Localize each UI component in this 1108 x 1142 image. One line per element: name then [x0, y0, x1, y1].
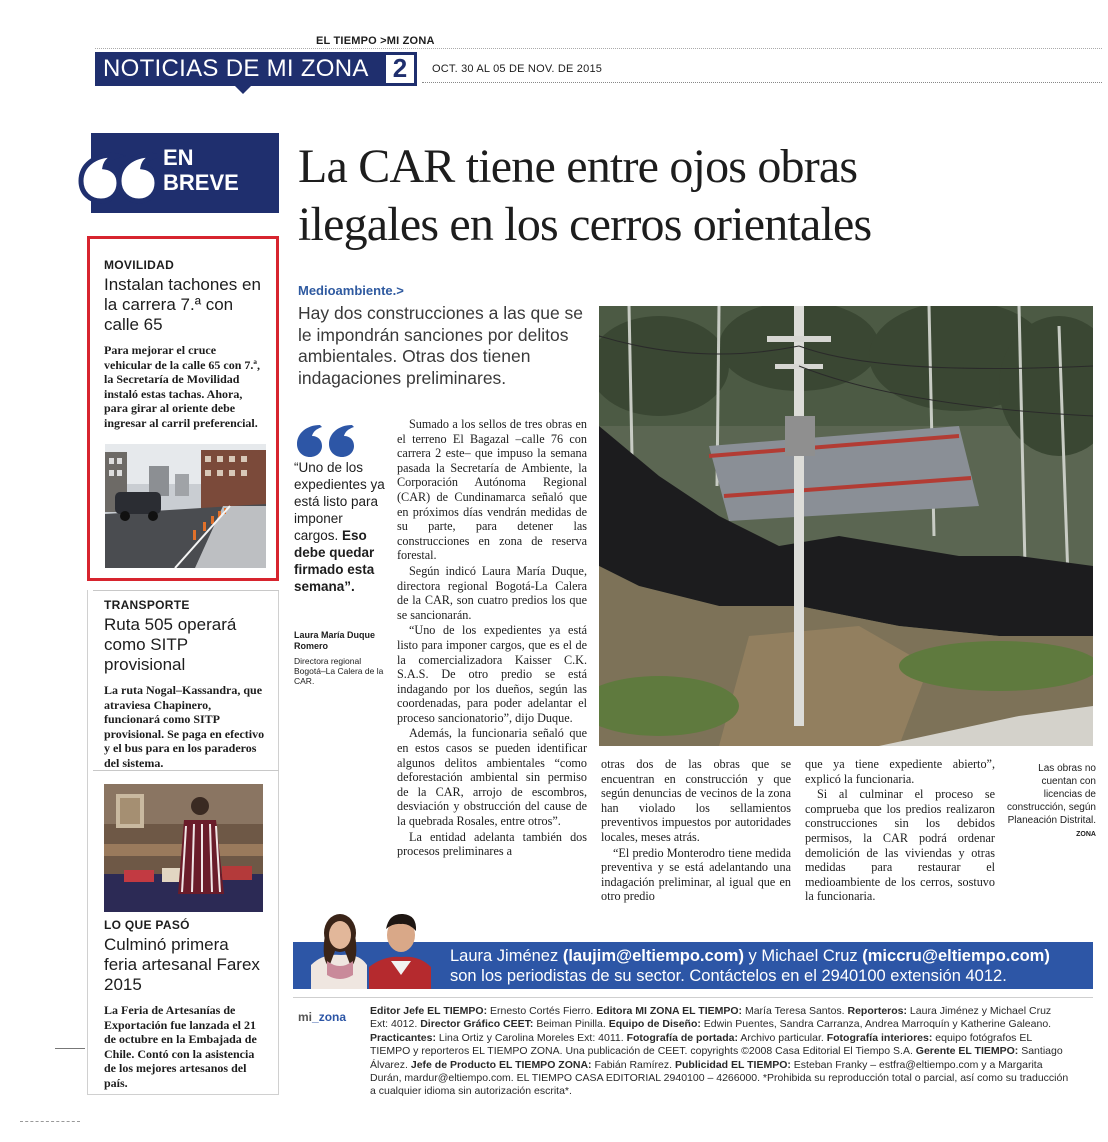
credit-label: Equipo de Diseño:	[608, 1018, 701, 1031]
reporters-conj: y	[748, 947, 757, 965]
paragraph: que ya tiene expediente abierto”, explicó la funcionaria.	[805, 757, 995, 786]
credit-value: Lina Ortiz y Carolina Moreles Ext: 4011.	[435, 1031, 627, 1044]
credit-value: Esteban Franky – estfra@eltiempo.com y a Margarita Durán, mardur@eltiempo.com. EL TIEMPO CASA EDITORIAL 2940100 – 4266000. *Prohibida su reproducción total o parcial, así como su traducción a cualquier idioma sin autorización escrita*.	[370, 1058, 1069, 1098]
brief-separator	[93, 770, 279, 771]
paragraph: Además, la funcionaria señaló que en estos casos se pueden identificar algunos delitos ambientales “como deforestación ambiental sin permiso de la CAR, arrojo de escombros, desviación y obstrucción del cause de la quebrada Rosales, entre otros”.	[397, 726, 587, 829]
reporter-2-name: Michael Cruz	[761, 947, 858, 965]
brief-headline: Instalan tachones en la carrera 7.ª con calle 65	[104, 275, 261, 334]
reporter-1-email[interactable]: (laujim@eltiempo.com)	[562, 947, 744, 965]
article-column-2	[601, 757, 791, 905]
credit-label: Publicidad EL TIEMPO:	[674, 1058, 791, 1071]
paragraph: Sumado a los sellos de tres obras en el terreno El Bagazal –calle 76 con carrera 2 este– que impuso la semana pasada la Secretaría de Ambiente, la Corporación Autónoma Regional (CAR) de Cundinamarca señaló que en próximos días vendrán medidas de su parte, para detener las construcciones en zona de reserva forestal.	[397, 417, 587, 563]
credit-value: María Teresa Santos.	[742, 1005, 848, 1017]
credit-label: Jefe de Producto EL TIEMPO ZONA:	[410, 1058, 592, 1071]
section-notch	[235, 86, 251, 94]
pullquote-bold: Eso debe quedar firmado esta semana”.	[294, 528, 375, 594]
pullquote-plain: “Uno de los expedientes ya está listo para imponer cargos.	[294, 460, 385, 543]
article-headline	[298, 138, 1058, 254]
article-column-3	[805, 757, 995, 905]
brief-body: La Feria de Artesanías de Exportación fue lanzada el 21 de octubre en la Embajada de Chile. Contó con la asistencia de los mejores artesanos del país.	[104, 1003, 257, 1090]
credit-label: Fotografía interiores:	[826, 1031, 933, 1044]
scan-edge-mark	[55, 1048, 85, 1049]
photo-illegal-construction	[599, 306, 1093, 746]
reporter-1-name: Laura Jiménez	[450, 947, 559, 965]
brief-category: TRANSPORTE	[104, 598, 190, 612]
article-column-1	[397, 417, 587, 860]
credit-label: Practicantes:	[370, 1031, 436, 1044]
credit-value: Ernesto Cortés Fierro.	[487, 1005, 597, 1017]
paragraph: La entidad adelanta también dos procesos preliminares a	[397, 829, 587, 859]
reporters-names	[450, 947, 1050, 966]
caption-tag: ZONA	[1076, 831, 1096, 838]
pullquote-role: Directora regional Bogotá–La Calera de la CAR.	[294, 656, 384, 686]
credit-label: Fotografía de portada:	[626, 1031, 739, 1044]
credit-label: Editora MI ZONA EL TIEMPO:	[596, 1005, 743, 1017]
credit-label: Reporteros:	[847, 1005, 908, 1017]
reporter-2-email[interactable]: (miccru@eltiempo.com)	[862, 947, 1050, 965]
credit-value: Fabián Ramírez.	[591, 1058, 675, 1071]
article-section-tag: Medioambiente.>	[298, 283, 404, 298]
section-title: NOTICIAS DE MI ZONA	[103, 55, 369, 82]
brief-headline: Culminó primera feria artesanal Farex 2015	[104, 935, 260, 994]
en-breve-label	[163, 145, 239, 195]
header-date: OCT. 30 AL 05 DE NOV. DE 2015	[432, 63, 603, 75]
brief-headline: Ruta 505 operará como SITP provisional	[104, 615, 237, 674]
logo-part-a: mi	[298, 1010, 313, 1024]
brief-category: MOVILIDAD	[104, 258, 175, 272]
photo-street-tachones	[105, 444, 266, 568]
credit-value: Santiago Álvarez.	[370, 1045, 1063, 1071]
en-breve-line2: BREVE	[163, 170, 239, 195]
photo-caption	[1007, 762, 1096, 841]
mi-zona-logo: mi_zona	[298, 1010, 347, 1024]
credits-text	[370, 1005, 1070, 1099]
headline-line-2: ilegales en los cerros orientales	[298, 198, 872, 251]
reporters-photo	[303, 905, 435, 989]
brief-body: Para mejorar el cruce vehicular de la calle 65 con 7.ª, la Secretaría de Movilidad instaló estas tachas. Ahora, para girar al oriente debe ingresar al carril preferencial.	[104, 343, 261, 430]
top-rule	[95, 48, 1102, 49]
paragraph: “Uno de los expedientes ya está listo para imponer cargos, que es el de la comercializadora Kaisser C.K. S.A.S. De otro predio se está indagando por los dueños, según las coordenadas, para poder adelantar el proceso sancionatorio”, dijo Duque.	[397, 623, 587, 725]
double-quote-icon	[73, 137, 158, 207]
header-kicker: EL TIEMPO >MI ZONA	[316, 35, 435, 47]
pullquote-name: Laura María Duque Romero	[294, 630, 376, 651]
brief-category: LO QUE PASÓ	[104, 918, 190, 932]
credit-value: Beiman Pinilla.	[533, 1018, 609, 1031]
brief-lo-que-paso	[104, 918, 266, 1090]
brief-separator	[93, 590, 279, 591]
section-number: 2	[383, 52, 417, 86]
paragraph: Si al culminar el proceso se comprueba que los predios realizaron construcciones sin los debidos permisos, la CAR podrá ordenar demolición de las viviendas y otras medidas para restaurar el medioambiente de los cerros, sostuvo la funcionaria.	[805, 787, 995, 904]
en-breve-line1: EN	[163, 145, 194, 170]
credit-value: Archivo particular.	[738, 1031, 827, 1044]
credit-label: Gerente EL TIEMPO:	[915, 1045, 1019, 1058]
credit-label: Director Gráfico CEET:	[420, 1018, 534, 1031]
article-deck: Hay dos construcciones a las que se le impondrán sanciones por delitos ambientales. Otras dos tienen indagaciones preliminares.	[298, 303, 584, 388]
brief-body: La ruta Nogal–Kassandra, que atraviesa Chapinero, funcionará como SITP provisional. Se paga en efectivo y el bus para en los paraderos del sistema.	[104, 683, 265, 770]
credit-value: Laura Jiménez y Michael Cruz Ext: 4012.	[370, 1005, 1052, 1031]
photo-farex-fair	[104, 784, 263, 912]
reporters-contact: son los periodistas de su sector. Contáctelos en el 2940100 extensión 4012.	[450, 967, 1007, 985]
scan-edge-mark	[20, 1121, 80, 1122]
paragraph: Según indicó Laura María Duque, directora regional Bogotá-La Calera de la CAR, son cuatro predios los que se sancionarán.	[397, 563, 587, 622]
pullquote-quote-icon	[294, 423, 356, 459]
header-rule	[422, 82, 1102, 83]
brief-movilidad	[104, 258, 266, 430]
logo-part-b: zona	[318, 1010, 347, 1024]
pullquote	[294, 459, 387, 595]
credit-value: Edwin Puentes, Sandra Carranza, Andrea Marroquín y Katherine Galeano.	[700, 1018, 1052, 1031]
brief-transporte	[104, 598, 266, 770]
paragraph: otras dos de las obras que se encuentran en construcción y que según denuncias de vecinos de la zona han violado los sellamientos preventivos impuestos por autoridades locales, meses atrás.	[601, 757, 791, 844]
credit-label: Editor Jefe EL TIEMPO:	[370, 1005, 488, 1017]
caption-text: Las obras no cuentan con licencias de construcción, según Planeación Distrital.	[1007, 763, 1096, 826]
credit-value: equipo fotógrafos EL TIEMPO y reporteros EL TIEMPO ZONA. Una publicación de CEET. copyrights ©2008 Casa Editorial El Tiempo S.A.	[370, 1031, 1032, 1058]
headline-line-1: La CAR tiene entre ojos obras	[298, 140, 858, 193]
credits-rule	[293, 997, 1093, 998]
paragraph: “El predio Monterodro tiene medida preventiva y se está adelantando una indagación preliminar, al igual que en otro predio	[601, 845, 791, 904]
